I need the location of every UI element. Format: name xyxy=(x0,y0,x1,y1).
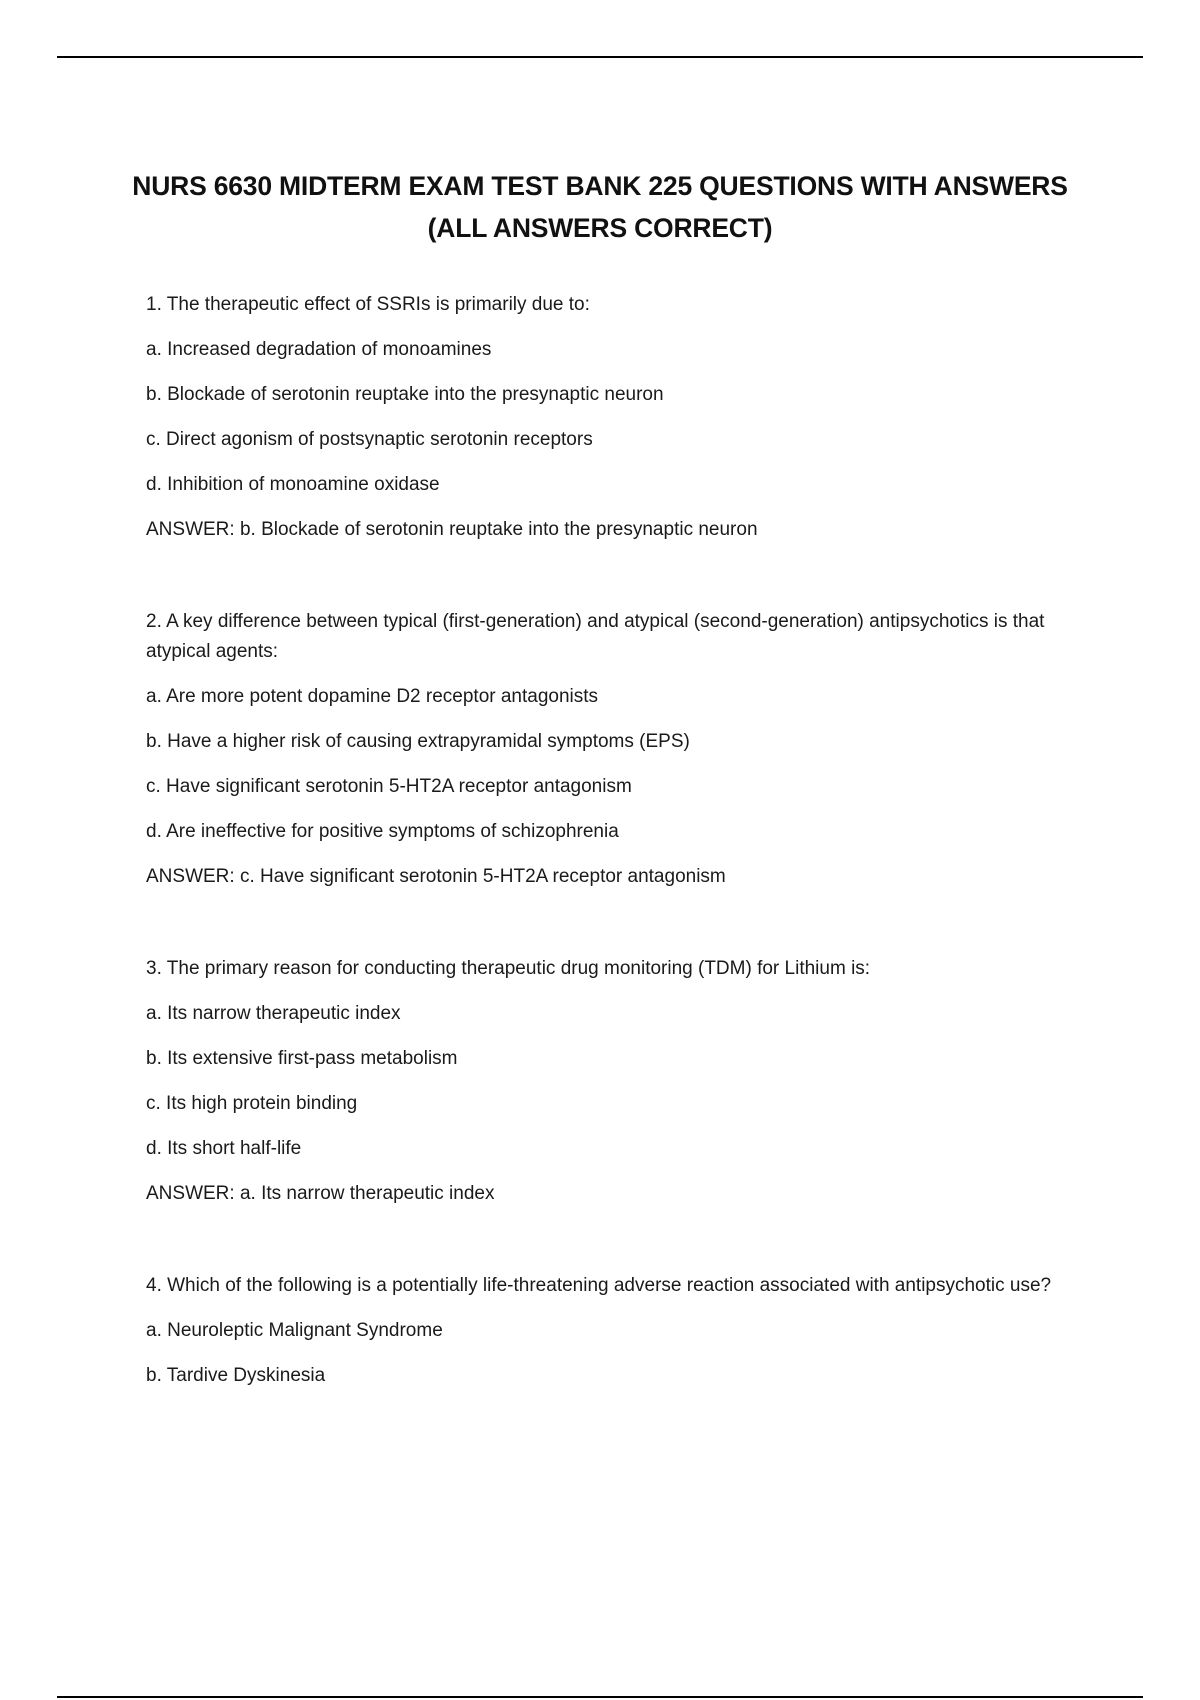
answer-option-a: a. Are more potent dopamine D2 receptor antagonists xyxy=(146,686,599,707)
question-1 xyxy=(146,290,1086,545)
answer-option-b: b. Have a higher risk of causing extrapyramidal symptoms (EPS) xyxy=(146,731,690,752)
answer-option-c: c. Its high protein binding xyxy=(146,1093,358,1114)
answer-option-c: c. Direct agonism of postsynaptic serotonin receptors xyxy=(146,429,593,450)
answer-option-a: a. Neuroleptic Malignant Syndrome xyxy=(146,1320,443,1341)
answer-option-d: d. Inhibition of monoamine oxidase xyxy=(146,474,440,495)
question-text: 4. Which of the following is a potentially life-threatening adverse reaction associated with antipsychotic use? xyxy=(146,1275,1052,1296)
correct-answer: ANSWER: c. Have significant serotonin 5-HT2A receptor antagonism xyxy=(146,866,726,887)
question-text: 3. The primary reason for conducting therapeutic drug monitoring (TDM) for Lithium is: xyxy=(146,958,871,979)
question-list xyxy=(146,290,1086,1453)
correct-answer: ANSWER: a. Its narrow therapeutic index xyxy=(146,1183,495,1204)
answer-option-a: a. Its narrow therapeutic index xyxy=(146,1003,401,1024)
question-3 xyxy=(146,954,1086,1209)
answer-option-a: a. Increased degradation of monoamines xyxy=(146,339,492,360)
answer-option-d: d. Are ineffective for positive symptoms of schizophrenia xyxy=(146,821,619,842)
header-rule xyxy=(57,56,1143,58)
document-title: NURS 6630 MIDTERM EXAM TEST BANK 225 QUESTIONS WITH ANSWERS (ALL ANSWERS CORRECT) xyxy=(132,170,1068,243)
question-2 xyxy=(146,607,1086,892)
question-text: 2. A key difference between typical (first-generation) and atypical (second-generation) antipsychotics is that atypical agents: xyxy=(146,611,1045,662)
answer-option-c: c. Have significant serotonin 5-HT2A receptor antagonism xyxy=(146,776,632,797)
question-4 xyxy=(146,1271,1086,1391)
question-text: 1. The therapeutic effect of SSRIs is primarily due to: xyxy=(146,294,590,315)
footer-rule xyxy=(57,1696,1143,1698)
correct-answer: ANSWER: b. Blockade of serotonin reuptake into the presynaptic neuron xyxy=(146,519,758,540)
answer-option-b: b. Its extensive first-pass metabolism xyxy=(146,1048,458,1069)
answer-option-b: b. Tardive Dyskinesia xyxy=(146,1365,326,1386)
answer-option-d: d. Its short half-life xyxy=(146,1138,302,1159)
answer-option-b: b. Blockade of serotonin reuptake into the presynaptic neuron xyxy=(146,384,664,405)
